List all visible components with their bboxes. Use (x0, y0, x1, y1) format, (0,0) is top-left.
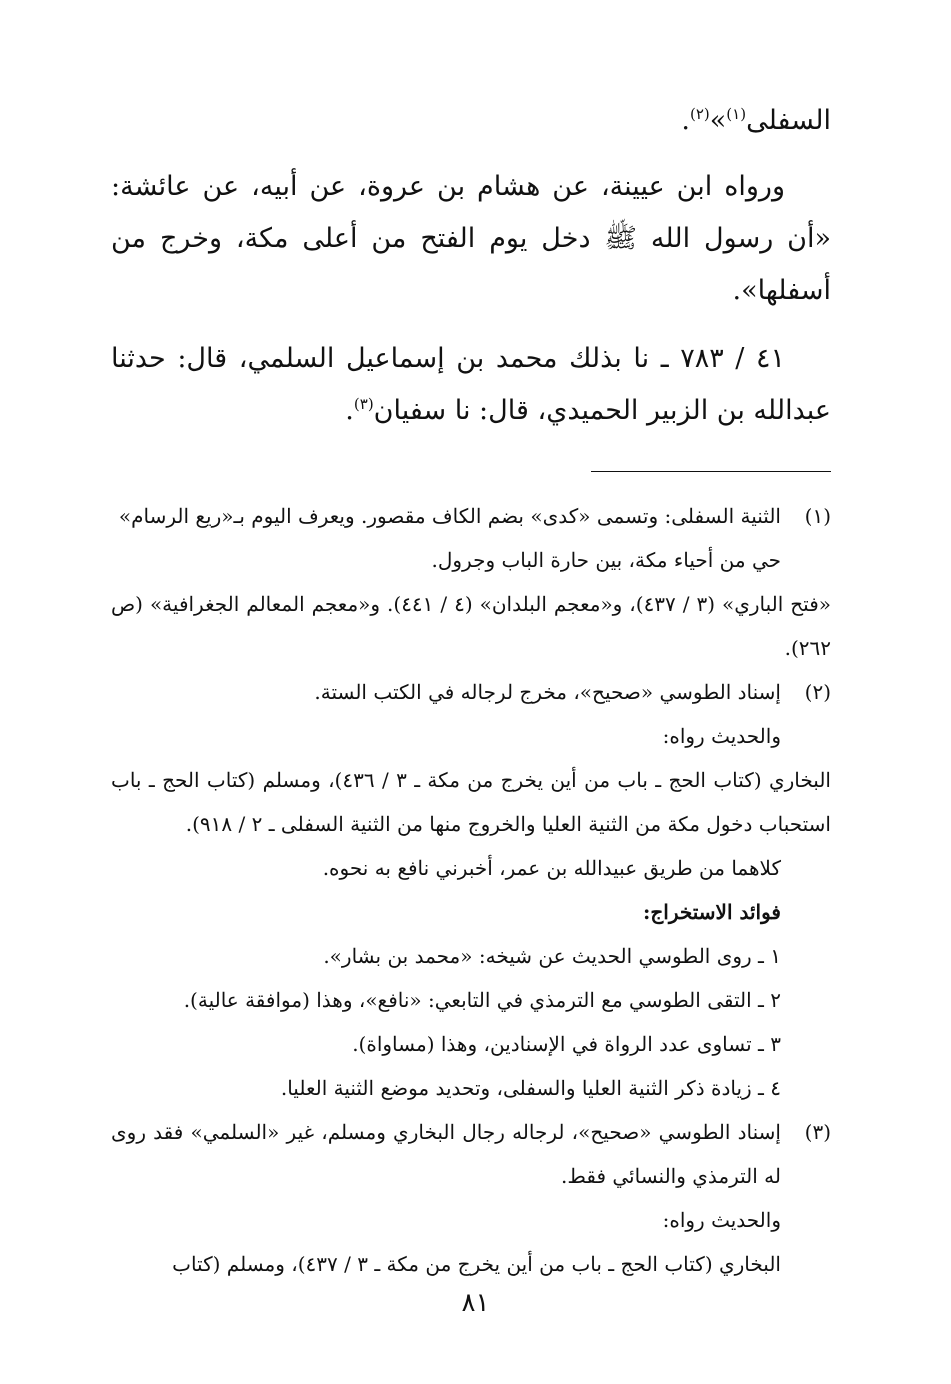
footnote-1-sources: «فتح الباري» (٣ / ٤٣٧)، و«معجم البلدان» (٤ / ٤٤١). و«معجم المعالم الجغرافية» (ص ٢٦٢). (111, 592, 832, 660)
footnote-1 (111, 494, 831, 582)
footnote-divider (591, 471, 831, 472)
main-paragraph-3 (111, 333, 831, 437)
footnote-point: ٤ ـ زيادة ذكر الثنية العليا والسفلى، وتحديد موضع الثنية العليا. (280, 1076, 781, 1100)
footnote-line: والحديث رواه: (662, 724, 781, 748)
footnote-number: (٣) (804, 1120, 831, 1144)
footnote-line: والحديث رواه: (662, 1208, 781, 1232)
footnote-line: حي من أحياء مكة، بين حارة الباب وجرول. (431, 548, 781, 572)
footnote-ref-2[interactable]: (٢) (689, 105, 710, 123)
footnote-line: كلاهما من طريق عبيدالله بن عمر، أخبرني نافع به نحوه. (322, 856, 781, 880)
footnote-2-continued (111, 846, 831, 1110)
footnote-point: ١ ـ روى الطوسي الحديث عن شيخه: «محمد بن بشار». (323, 944, 781, 968)
page-body (111, 95, 831, 1286)
para3-text: ٤١ / ٧٨٣ ـ نا بذلك محمد بن إسماعيل السلمي، قال: حدثنا عبدالله بن الزبير الحميدي، قال: نا سفيان (111, 343, 831, 426)
footnote-line: البخاري (كتاب الحج ـ باب من أين يخرج من مكة ـ ٣ / ٤٣٧)، ومسلم (كتاب (172, 1252, 781, 1276)
footnote-ref-3[interactable]: (٣) (353, 395, 374, 413)
footnote-heading: فوائد الاستخراج: (642, 900, 781, 924)
page-number: ٨١ (461, 1288, 490, 1318)
line1-text: السفلى (746, 105, 831, 136)
line1-end: . (681, 105, 690, 136)
line1-quote: » (709, 105, 727, 136)
footnote-line: إسناد الطوسي «صحيح»، لرجاله رجال البخاري ومسلم، غير «السلمي» فقد روى له الترمذي والنسائي فقط. (111, 1120, 781, 1188)
main-line-1 (111, 95, 831, 147)
para3-end: . (345, 395, 354, 426)
footnote-line: الثنية السفلى: وتسمى «كدى» بضم الكاف مقصور. ويعرف اليوم بـ«ريع الرسام» (118, 504, 781, 528)
main-paragraph-2: ورواه ابن عيينة، عن هشام بن عروة، عن أبيه، عن عائشة: «أن رسول الله ﷺ دخل يوم الفتح من أعلى مكة، وخرج من أسفلها». (111, 171, 831, 306)
footnote-line: إسناد الطوسي «صحيح»، مخرج لرجاله في الكتب الستة. (314, 680, 781, 704)
footnote-number: (١) (804, 504, 831, 528)
footnote-point: ٣ ـ تساوى عدد الرواة في الإسنادين، وهذا (مساواة). (352, 1032, 781, 1056)
footnote-point: ٢ ـ التقى الطوسي مع الترمذي في التابعي: «نافع»، وهذا (موافقة عالية). (183, 988, 781, 1012)
footnote-number: (٢) (804, 680, 831, 704)
footnote-2-sources: البخاري (كتاب الحج ـ باب من أين يخرج من مكة ـ ٣ / ٤٣٦)، ومسلم (كتاب الحج ـ باب استحباب دخول مكة من الثنية العليا والخروج منها من الثنية السفلى ـ ٢ / ٩١٨). (111, 768, 831, 836)
footnotes (111, 494, 831, 1286)
footnote-3 (111, 1110, 831, 1286)
footnote-ref-1[interactable]: (١) (726, 105, 747, 123)
footnote-2 (111, 670, 831, 758)
